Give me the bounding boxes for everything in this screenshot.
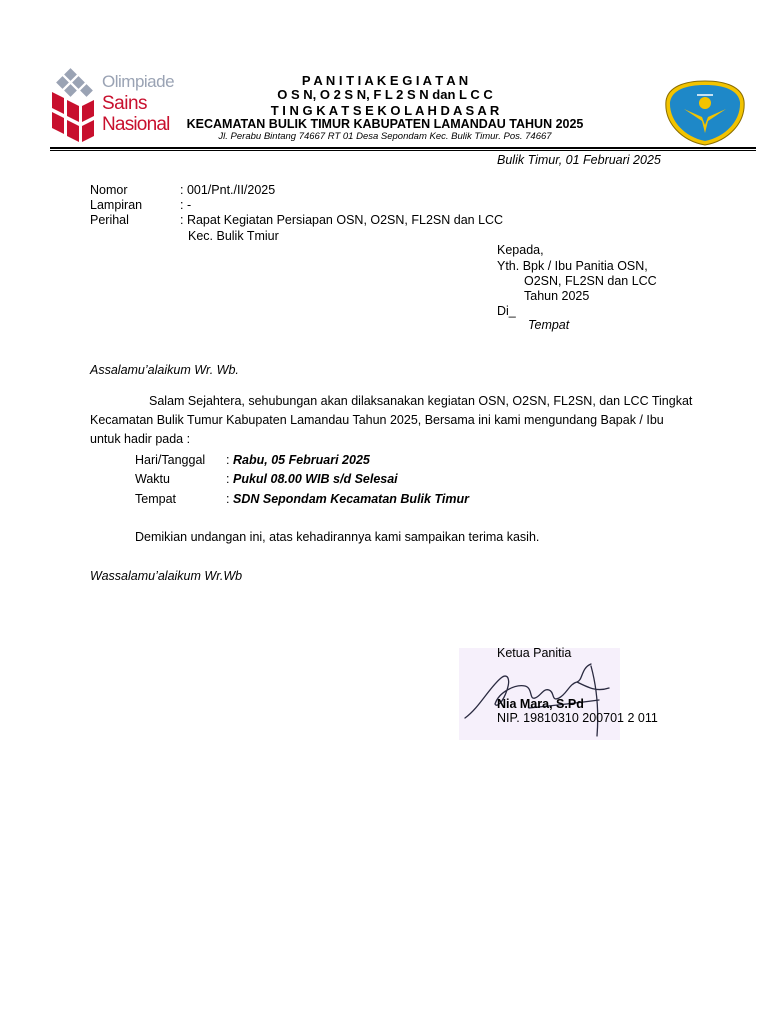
nomor-label: Nomor (90, 183, 128, 197)
handwritten-signature-icon (459, 648, 620, 740)
header-committee: P A N I T I A K E G I A T A N (301, 73, 469, 88)
farewell: Wassalamu’alaikum Wr.Wb (90, 569, 243, 583)
body-line3: untuk hadir pada : (90, 432, 191, 446)
header-address: Jl. Perabu Bintang 74667 RT 01 Desa Sepondam Kec. Bulik Timur. Pos. 74667 (218, 131, 552, 142)
greeting: Assalamu’alaikum Wr. Wb. (90, 363, 239, 377)
nomor-value: : 001/Pnt./II/2025 (180, 183, 276, 197)
signature-name: Nia Mara, S.Pd (497, 697, 584, 711)
schedule-value-place: SDN Sepondam Kecamatan Bulik Timur (233, 492, 469, 506)
perihal-value-line2: Kec. Bulik Tmiur (188, 229, 279, 243)
signature-nip: NIP. 19810310 200701 2 011 (497, 711, 658, 725)
recipient-tempat: Tempat (528, 318, 570, 332)
recipient-line3: Tahun 2025 (524, 289, 590, 303)
olimpiade-sains-nasional-logo (50, 66, 175, 146)
lampiran-label: Lampiran (90, 198, 143, 212)
header-level: T I N G K A T S E K O L A H D A S A R (270, 103, 500, 118)
schedule-label-place: Tempat (135, 492, 176, 506)
header-divider-thin (50, 150, 756, 151)
logo-text-olimpiade: Olimpiade (102, 72, 175, 91)
schedule-colon: : (226, 472, 230, 486)
header-events: O S N, O 2 S N, F L 2 S N dan L C C (277, 87, 493, 102)
recipient-kepada: Kepada, (497, 243, 544, 257)
schedule-value-time: Pukul 08.00 WIB s/d Selesai (233, 472, 398, 486)
body-line2: Kecamatan Bulik Tumur Kabupaten Lamandau Tahun 2025, Bersama ini kami mengundang Bapak / Ibu (90, 413, 664, 427)
schedule-label-time: Waktu (135, 472, 170, 486)
tut-wuri-handayani-logo (664, 79, 746, 147)
logo-text-nasional: Nasional (102, 114, 170, 135)
schedule-colon: : (226, 492, 230, 506)
perihal-label: Perihal (90, 213, 129, 227)
recipient-line2: O2SN, FL2SN dan LCC (524, 274, 657, 288)
letter-date: Bulik Timur, 01 Februari 2025 (497, 153, 661, 167)
body-line1: Salam Sejahtera, sehubungan akan dilaksanakan kegiatan OSN, O2SN, FL2SN, dan LCC Tingkat (149, 394, 693, 408)
logo-text-sains: Sains (102, 93, 148, 114)
schedule-colon: : (226, 453, 230, 467)
tut-wuri-handayani-emblem-icon (664, 79, 746, 147)
recipient-line1: Yth. Bpk / Ibu Panitia OSN, (497, 259, 648, 273)
schedule-label-date: Hari/Tanggal (135, 453, 206, 467)
lampiran-value: : - (180, 198, 192, 212)
schedule-value-date: Rabu, 05 Februari 2025 (233, 453, 370, 467)
signature-title: Ketua Panitia (497, 646, 572, 660)
perihal-value: : Rapat Kegiatan Persiapan OSN, O2SN, FL2SN dan LCC (180, 213, 504, 227)
header-district: KECAMATAN BULIK TIMUR KABUPATEN LAMANDAU TAHUN 2025 (186, 117, 584, 131)
header-divider-thick (50, 147, 756, 149)
closing-text: Demikian undangan ini, atas kehadirannya kami sampaikan terima kasih. (135, 530, 540, 544)
recipient-di: Di_ (497, 304, 516, 318)
